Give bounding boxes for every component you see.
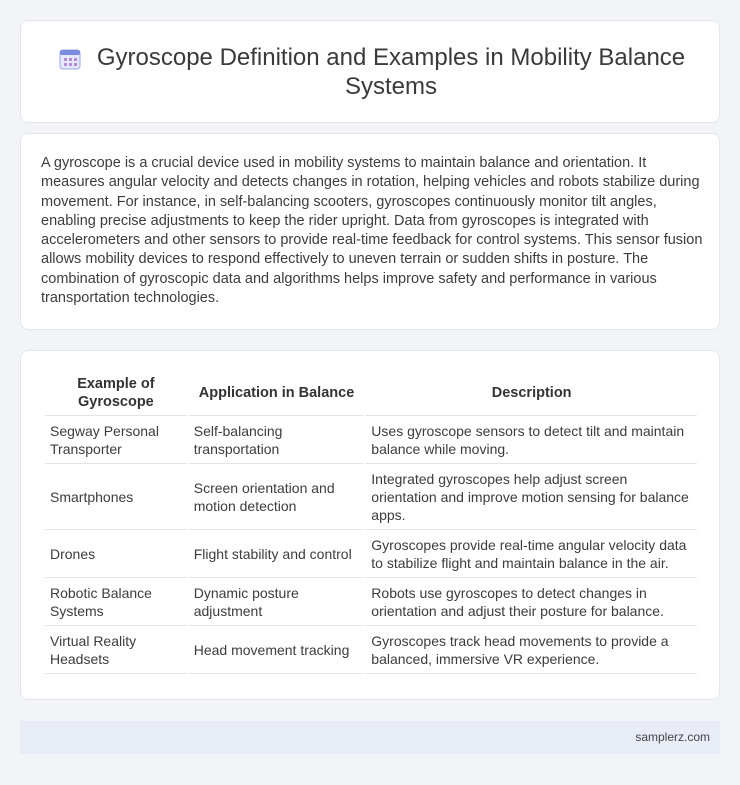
intro-card	[20, 133, 720, 330]
table-row	[45, 464, 697, 530]
cell-example: Virtual Reality Headsets	[45, 626, 187, 674]
cell-description: Gyroscopes track head movements to provide a balanced, immersive VR experience.	[366, 626, 697, 674]
column-header-description: Description	[366, 369, 697, 416]
cell-application: Dynamic posture adjustment	[189, 578, 365, 626]
cell-example: Robotic Balance Systems	[45, 578, 187, 626]
intro-paragraph: A gyroscope is a crucial device used in mobility systems to maintain balance and orientation. It measures angular velocity and detects changes in rotation, helping vehicles and robots stabilize during movement. For instance, in self-balancing scooters, gyroscopes continuously monitor tilt angles, enabling precise adjustments to keep the rider upright. Data from gyroscopes is integrated with accelerometers and other sensors to provide real-time feedback for control systems. This sensor fusion allows mobility devices to respond effectively to uneven terrain or sudden shifts in posture. The combination of gyroscopic data and algorithms helps improve safety and performance in various transportation technologies.	[41, 155, 703, 307]
column-header-application: Application in Balance	[189, 369, 365, 416]
cell-example: Segway Personal Transporter	[45, 416, 187, 464]
cell-application: Self-balancing transportation	[189, 416, 365, 464]
cell-description: Robots use gyroscopes to detect changes in orientation and adjust their posture for balance.	[366, 578, 697, 626]
header-card	[20, 20, 720, 123]
examples-table	[43, 369, 699, 674]
cell-application: Screen orientation and motion detection	[189, 464, 365, 530]
cell-description: Integrated gyroscopes help adjust screen orientation and improve motion sensing for balance apps.	[366, 464, 697, 530]
table-header-row	[45, 369, 697, 416]
table-row	[45, 530, 697, 578]
table-row	[45, 578, 697, 626]
cell-example: Drones	[45, 530, 187, 578]
cell-example: Smartphones	[45, 464, 187, 530]
cell-description: Gyroscopes provide real-time angular velocity data to stabilize flight and maintain balance in the air.	[366, 530, 697, 578]
document-grid-icon	[59, 48, 81, 70]
title-row	[21, 21, 721, 124]
page-title: Gyroscope Definition and Examples in Mobility Balance Systems	[96, 44, 686, 100]
cell-description: Uses gyroscope sensors to detect tilt and maintain balance while moving.	[366, 416, 697, 464]
table-card	[20, 350, 720, 700]
footer-bar	[20, 721, 720, 754]
cell-application: Head movement tracking	[189, 626, 365, 674]
footer-site-link[interactable]: samplerz.com	[635, 730, 710, 744]
column-header-example: Example of Gyroscope	[45, 369, 187, 416]
table-row	[45, 416, 697, 464]
cell-application: Flight stability and control	[189, 530, 365, 578]
table-row	[45, 626, 697, 674]
